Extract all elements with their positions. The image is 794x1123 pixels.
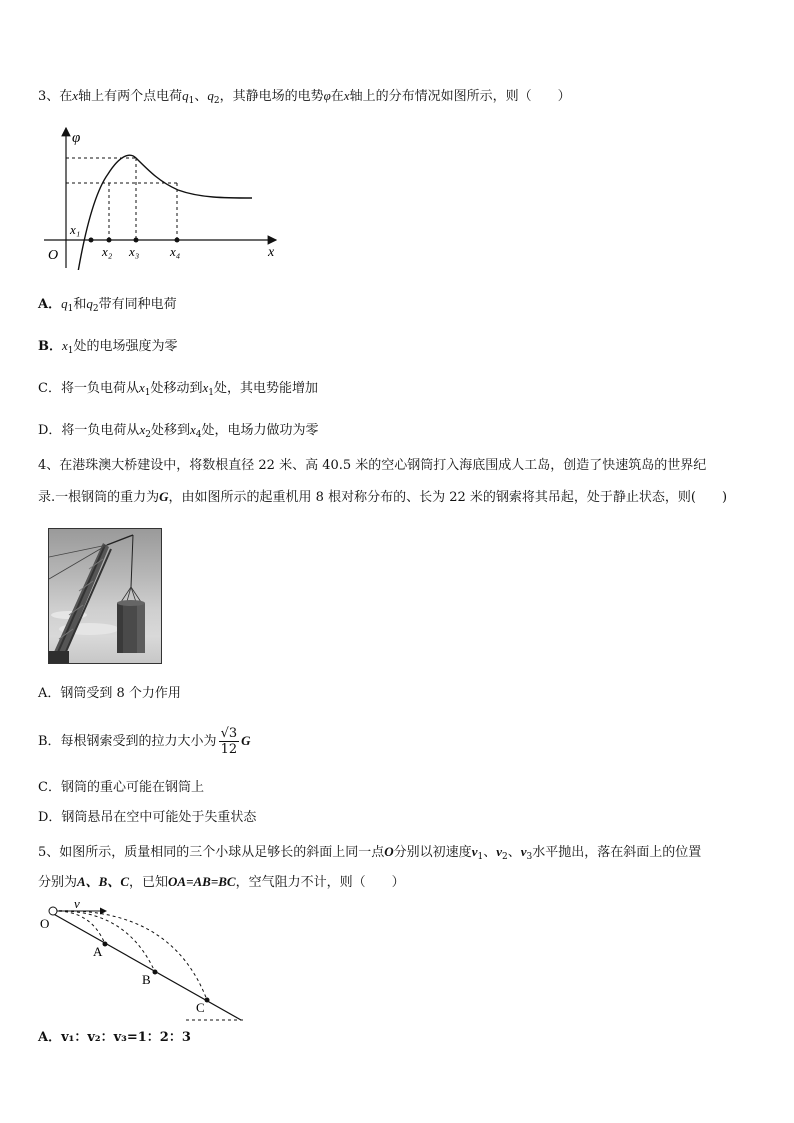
q3-c-mid: 处移动到	[150, 381, 203, 396]
q4-b-g: G	[241, 733, 251, 748]
q4-line2-b: ，由如图所示的起重机用 8 根对称分布的、长为 22 米的钢索将其吊起，处于静止状态，则( )	[168, 490, 728, 505]
q4-option-a: A．钢筒受到 8 个力作用	[38, 686, 181, 701]
q4-stem-line2	[38, 487, 727, 508]
q3-d-x1: x	[139, 422, 146, 437]
q3-q1: q	[182, 88, 189, 103]
crane-illustration	[49, 529, 161, 663]
q5-equation: OA=AB=BC	[168, 874, 236, 889]
q5-v2: v	[496, 844, 502, 859]
q3-c-rest: 处，其电势能增加	[214, 381, 319, 396]
q5-line2-a: 分别为	[38, 875, 78, 890]
q3-a-rest: 带有同种电荷	[98, 297, 177, 312]
q5-incline	[50, 912, 241, 1020]
q3-d-x2-sub: 4	[195, 430, 202, 440]
q3-stem-suffix: 轴上的分布情况如图所示，则（ ）	[349, 89, 571, 104]
q3-phi: φ	[323, 88, 331, 103]
q3-d-x2: x	[189, 422, 196, 437]
q3-stem-mid1: 轴上有两个点电荷	[78, 89, 183, 104]
q5-v1: v	[471, 844, 478, 859]
q5-v3: v	[520, 844, 527, 859]
q5-points: A、B、C	[77, 874, 130, 889]
q4-b-denominator: 12	[220, 742, 238, 757]
q5-sep2: 、	[507, 845, 521, 860]
q5-ball	[49, 907, 57, 915]
q5-line1-c: 水平抛出，落在斜面上的位置	[532, 845, 702, 860]
q3-stem-mid3: 在	[330, 89, 344, 104]
q3-option-b	[38, 336, 178, 361]
q3-option-c	[38, 378, 318, 403]
q3-stem	[38, 86, 571, 111]
q3-c-x1-sub: 1	[144, 388, 151, 398]
q5-label-v: v	[74, 900, 80, 911]
q3-point-x4	[175, 238, 180, 243]
q5-stem-line1	[38, 842, 701, 867]
q3-a-q2-sub: 2	[92, 304, 99, 314]
q5-line1-b: 分别以初速度	[393, 845, 472, 860]
q3-a-mid: 和	[73, 297, 87, 312]
q4-line2-a: 录.一根钢筒的重力为	[38, 490, 160, 505]
q5-point-c	[205, 998, 210, 1003]
q3-x-label: x	[268, 245, 275, 260]
q3-d-prefix: D．将一负电荷从	[38, 423, 140, 438]
q5-v1-sub: 1	[477, 852, 484, 862]
q5-label-b: B	[142, 972, 151, 987]
q3-y-label: φ	[72, 130, 81, 146]
q3-sep: 、	[194, 89, 208, 104]
q3-label-x4: x₄	[170, 244, 181, 259]
q5-line2-c: ，空气阻力不计，则（ ）	[235, 875, 405, 890]
q3-q1-sub: 1	[188, 96, 195, 106]
q3-x-var: x	[72, 88, 79, 103]
q3-point-x2	[107, 238, 112, 243]
q3-point-x3	[134, 238, 139, 243]
q3-b-x-sub: 1	[67, 346, 74, 356]
q3-a-q1: q	[61, 296, 68, 311]
q3-stem-mid2: ，其静电场的电势	[219, 89, 324, 104]
q3-q2-sub: 2	[213, 96, 220, 106]
q5-point-a	[103, 942, 108, 947]
q3-c-x1: x	[138, 380, 145, 395]
q5-label-a: A	[93, 944, 103, 959]
q3-c-prefix: C．将一负电荷从	[38, 381, 139, 396]
q4-option-c: C．钢筒的重心可能在钢筒上	[38, 780, 204, 795]
q3-a-prefix: A．	[38, 297, 62, 312]
q3-point-x1	[89, 238, 94, 243]
q3-label-x1: x₁	[70, 222, 81, 237]
q5-option-a: A．v₁：v₂：v₃=1：2：3	[38, 1030, 191, 1045]
q3-option-d	[38, 420, 319, 445]
q5-label-o: O	[40, 916, 50, 931]
q3-a-q1-sub: 1	[67, 304, 74, 314]
q4-option-b	[38, 724, 251, 759]
q4-g: G	[159, 489, 169, 504]
q3-c-x2-sub: 1	[208, 388, 214, 398]
q3-stem-prefix: 3、在	[38, 89, 73, 104]
q3-option-a	[38, 294, 177, 319]
q3-origin-label: O	[48, 248, 59, 263]
q3-q2: q	[207, 88, 214, 103]
q3-b-prefix: B．	[38, 339, 62, 354]
q5-line1-a: 5、如图所示，质量相同的三个小球从足够长的斜面上同一点	[38, 845, 385, 860]
q3-d-mid: 处移到	[150, 423, 190, 438]
q3-d-x1-sub: 2	[145, 430, 151, 440]
q3-a-q2: q	[86, 296, 93, 311]
q4-b-numerator: √3	[220, 726, 238, 741]
q5-v3-sub: 3	[526, 852, 533, 862]
q5-o: O	[384, 844, 394, 859]
q5-sep1: 、	[483, 845, 497, 860]
q5-projectile-figure	[36, 900, 251, 1028]
q3-label-x2: x₂	[102, 244, 113, 259]
q4-b-prefix: B．每根钢索受到的拉力大小为	[38, 734, 217, 749]
q5-v2-sub: 2	[502, 852, 508, 862]
q4-stem-line1: 4、在港珠澳大桥建设中，将数根直径 22 米、高 40.5 米的空心钢筒打入海底围成人工岛，创造了快速筑岛的世界纪	[38, 458, 707, 473]
q3-d-rest: 处，电场力做功为零	[201, 423, 319, 438]
q3-c-x2: x	[202, 380, 209, 395]
q5-stem-line2	[38, 872, 405, 893]
q3-b-rest: 处的电场强度为零	[73, 339, 178, 354]
q4-b-fraction	[219, 726, 240, 757]
q4-crane-photo	[48, 528, 162, 664]
q4-option-d: D．钢筒悬吊在空中可能处于失重状态	[38, 810, 257, 825]
q3-b-x: x	[62, 338, 68, 353]
q5-line2-b: ，已知	[129, 875, 169, 890]
q3-potential-graph	[40, 122, 290, 270]
q5-trajectory-c	[53, 911, 207, 1000]
q3-label-x3: x₃	[129, 244, 140, 259]
q5-point-b	[153, 970, 158, 975]
q3-x-var-2: x	[343, 88, 350, 103]
q5-label-c: C	[196, 1000, 205, 1015]
